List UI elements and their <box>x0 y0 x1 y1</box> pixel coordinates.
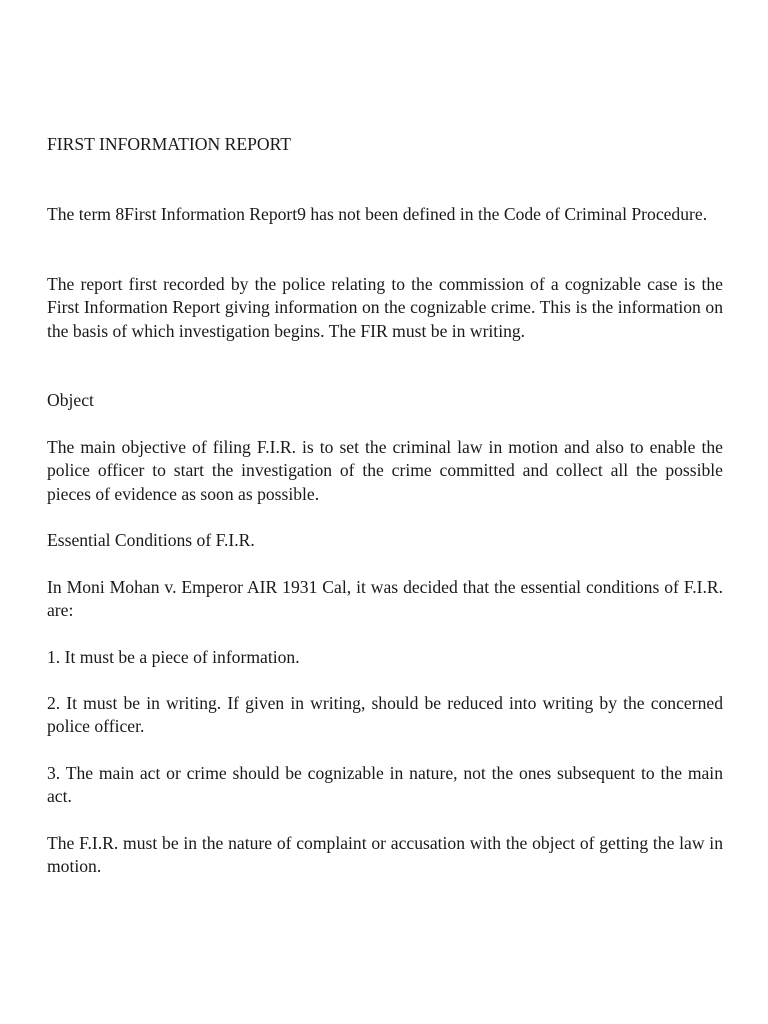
heading-object: Object <box>47 390 94 410</box>
document-title: FIRST INFORMATION REPORT <box>47 134 291 154</box>
list-item-condition-1: 1. It must be a piece of information. <box>47 647 300 667</box>
paragraph-closing: The F.I.R. must be in the nature of complaint or accusation with the object of getting the law in motion. <box>47 833 723 877</box>
paragraph-term-definition: The term 8First Information Report9 has not been defined in the Code of Criminal Procedure. <box>47 204 708 224</box>
heading-essential-conditions: Essential Conditions of F.I.R. <box>47 530 255 550</box>
list-item-condition-2: 2. It must be in writing. If given in writing, should be reduced into writing by the concerned police officer. <box>47 693 723 737</box>
list-item-condition-3: 3. The main act or crime should be cognizable in nature, not the ones subsequent to the main act. <box>47 763 723 807</box>
paragraph-objective: The main objective of filing F.I.R. is to set the criminal law in motion and also to enable the police officer to start the investigation of the crime committed and collect all the possible pieces of evidence as soon as possible. <box>47 437 723 504</box>
paragraph-moni-mohan: In Moni Mohan v. Emperor AIR 1931 Cal, it was decided that the essential conditions of F.I.R. are: <box>47 577 723 621</box>
paragraph-report-description: The report first recorded by the police relating to the commission of a cognizable case is the First Information Report giving information on the cognizable crime. This is the information on the basis of which investigation begins. The FIR must be in writing. <box>47 274 723 341</box>
